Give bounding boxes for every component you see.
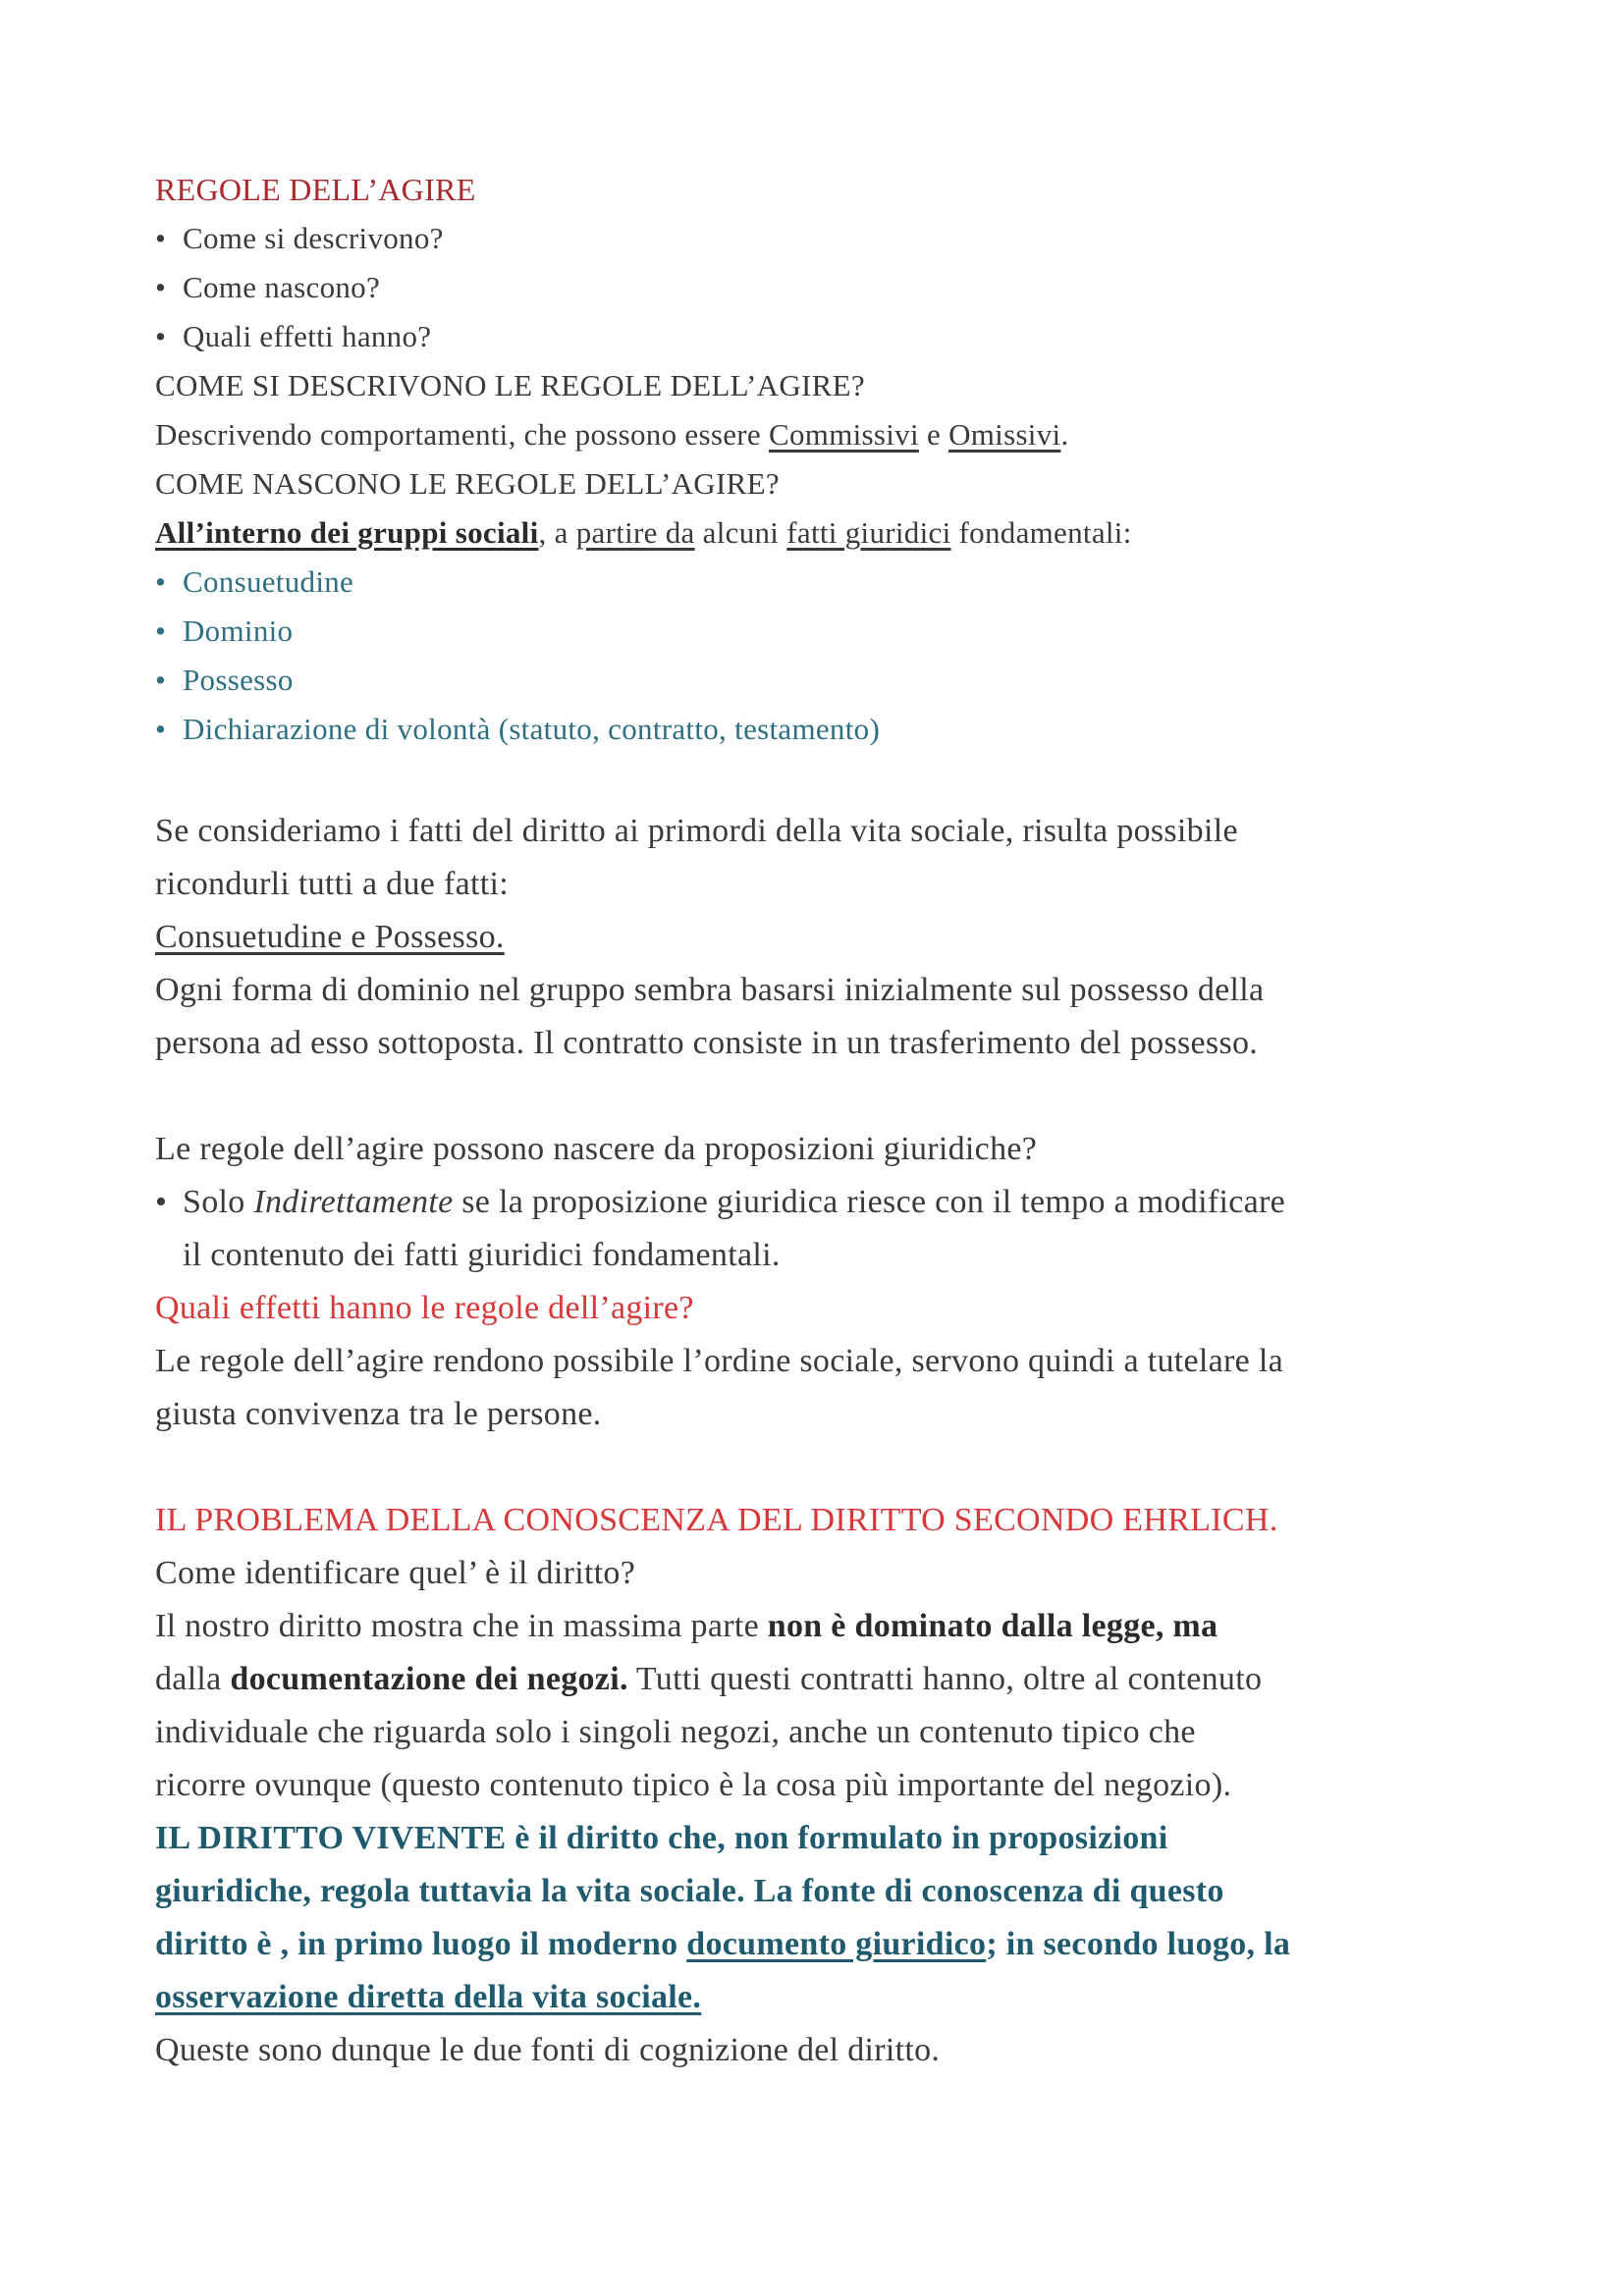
paragraph-line: persona ad esso sottoposta. Il contratto consiste in un trasferimento del possesso.	[155, 1025, 1259, 1061]
question-line: Come identificare quel’ è il diritto?	[155, 1555, 636, 1591]
question-heading: COME NASCONO LE REGOLE DELL’AGIRE?	[155, 466, 780, 501]
spacer	[155, 1070, 1510, 1123]
bullet-icon: •	[155, 712, 167, 746]
paragraph-line: Ogni forma di dominio nel gruppo sembra basarsi inizialmente sul possesso della	[155, 972, 1265, 1008]
list-item-continuation: il contenuto dei fatti giuridici fondamentali.	[183, 1237, 781, 1273]
list-item: • Consuetudine	[155, 558, 1510, 607]
paragraph-line: ricorre ovunque (questo contenuto tipico è la cosa più importante del negozio).	[155, 1767, 1232, 1803]
section-title-regole: REGOLE DELL’AGIRE	[155, 172, 476, 207]
paragraph-line: Il nostro diritto mostra che in massima parte non è dominato dalla legge, ma	[155, 1608, 1218, 1644]
bullet-icon: •	[155, 1184, 168, 1220]
bullet-icon: •	[155, 221, 167, 255]
bullet-icon: •	[155, 270, 167, 304]
highlight-line: diritto è , in primo luogo il moderno documento giuridico; in secondo luogo, la	[155, 1926, 1291, 1962]
question-line: Le regole dell’agire possono nascere da proposizioni giuridiche?	[155, 1131, 1038, 1167]
paragraph-line: dalla documentazione dei negozi. Tutti questi contratti hanno, oltre al contenuto	[155, 1661, 1263, 1697]
list-item: • Quali effetti hanno?	[155, 312, 1510, 361]
list-item: • Come si descrivono?	[155, 214, 1510, 263]
paragraph-line: individuale che riguarda solo i singoli negozi, anche un contenuto tipico che	[155, 1714, 1196, 1750]
bullet-icon: •	[155, 319, 167, 353]
list-item: • Solo Indirettamente se la proposizione giuridica riesce con il tempo a modificare	[155, 1176, 1510, 1229]
answer-line: Descrivendo comportamenti, che possono essere Commissivi e Omissivi.	[155, 417, 1069, 452]
answer-line: All’interno dei gruppi sociali, a partire da alcuni fatti giuridici fondamentali:	[155, 515, 1132, 550]
list-item: • Dominio	[155, 607, 1510, 656]
section-title-ehrlich: IL PROBLEMA DELLA CONOSCENZA DEL DIRITTO SECONDO EHRLICH.	[155, 1502, 1278, 1538]
question-heading: Quali effetti hanno le regole dell’agire?	[155, 1290, 694, 1326]
highlight-line: IL DIRITTO VIVENTE è il diritto che, non formulato in proposizioni	[155, 1820, 1168, 1856]
paragraph-line: Consuetudine e Possesso.	[155, 919, 505, 955]
list-item: • Come nascono?	[155, 263, 1510, 312]
spacer	[155, 754, 1510, 805]
paragraph-line: Le regole dell’agire rendono possibile l’ordine sociale, servono quindi a tutelare la	[155, 1343, 1283, 1379]
bullet-icon: •	[155, 614, 167, 648]
paragraph-line: Queste sono dunque le due fonti di cognizione del diritto.	[155, 2032, 941, 2068]
list-item: • Possesso	[155, 656, 1510, 705]
paragraph-line: giusta convivenza tra le persone.	[155, 1396, 602, 1432]
bullet-icon: •	[155, 663, 167, 697]
paragraph-line: Se consideriamo i fatti del diritto ai primordi della vita sociale, risulta possibile	[155, 813, 1238, 849]
highlight-line: giuridiche, regola tuttavia la vita sociale. La fonte di conoscenza di questo	[155, 1873, 1224, 1909]
bullet-icon: •	[155, 564, 167, 599]
document-page	[155, 165, 1510, 2077]
spacer	[155, 1441, 1510, 1494]
paragraph-line: ricondurli tutti a due fatti:	[155, 866, 509, 902]
highlight-line: osservazione diretta della vita sociale.	[155, 1979, 702, 2015]
question-heading: COME SI DESCRIVONO LE REGOLE DELL’AGIRE?	[155, 368, 865, 402]
list-item: • Dichiarazione di volontà (statuto, contratto, testamento)	[155, 705, 1510, 754]
